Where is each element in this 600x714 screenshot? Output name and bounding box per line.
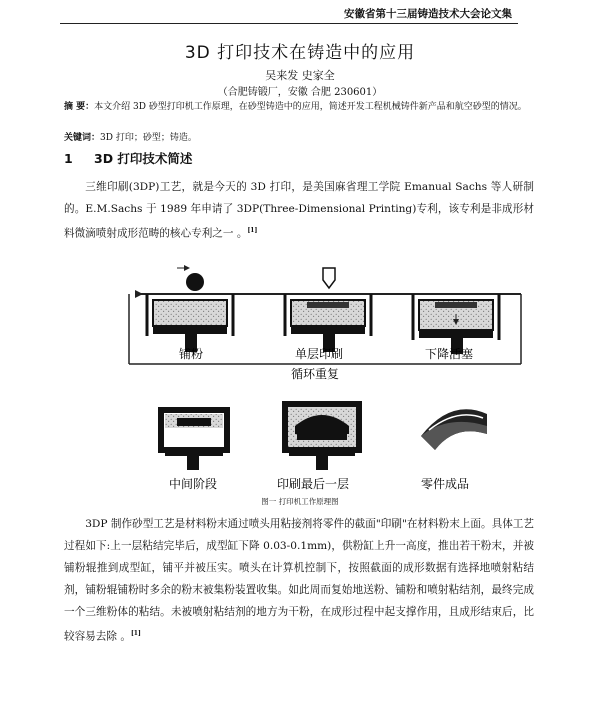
figure-caption: 图一 打印机工作原理图 [261, 497, 339, 506]
body-paragraph-2 [64, 513, 534, 648]
section-title: 3D 打印技术简述 [94, 151, 193, 166]
section-heading [64, 149, 192, 167]
paragraph-2-text: 3DP 制作砂型工艺是材料粉末通过喷头用粘接剂将零件的截面"印刷"在材料粉末上面。具体工艺过程如下:上一层粘结完毕后，成型缸下降 0.03-0.1mm)，供粉缸上升一高度，推出若干粉末，并被铺粉辊推到成型缸，铺平并被压实。喷头在计算机控制下，按照截面的成形数据有选择地喷射粘结剂，铺粉辊铺粉时多余的粉末被集粉装置收集。如此周而复始地送粉、铺粉和喷射粘结剂，最终完成一个三维粉体的粘结。未被喷射粘结剂的地方为干粉，在成形过程中起支撑作用，且成形结束后，比较容易去除 。 [64, 518, 534, 643]
label-finished-part: 零件成品 [421, 477, 470, 490]
roller-icon [186, 273, 204, 291]
section-number: 1 [64, 151, 73, 166]
paragraph-1-text: 三维印刷(3DP)工艺，就是今天的 3D 打印，是美国麻省理工学院 Emanual Sachs 等人研制的。E.M.Sachs 于 1989 年申请了 3DP(Three-Dimensional Printing)专利，该专利是非成形材料微滴喷射成形范畴的核心专利之一 。 [64, 181, 534, 240]
cycle-arrow-icon [135, 290, 143, 298]
header-rule [60, 23, 518, 24]
label-lower-piston: 下降活塞 [425, 347, 474, 361]
keywords-label: 关键词： [64, 133, 101, 143]
unit-print-layer [285, 268, 371, 352]
keywords [64, 130, 197, 143]
label-middle-stage: 中间阶段 [169, 477, 218, 490]
unit-last-layer [285, 404, 359, 470]
paper-title: 3D 打印技术在铸造中的应用 [184, 43, 416, 63]
citation-ref-1: [1] [247, 227, 258, 234]
journal-header: 安徽省第十三届铸造技术大会论文集 [344, 8, 512, 20]
unit-middle-stage [161, 410, 227, 470]
abstract [64, 100, 534, 114]
print-head-icon [323, 268, 335, 288]
label-spread: 铺粉 [179, 347, 204, 361]
label-cycle: 循环重复 [291, 367, 340, 381]
keywords-text: 3D 打印；砂型；铸造。 [100, 133, 197, 143]
printer-principle-figure [125, 258, 525, 490]
label-print-layer: 单层印刷 [295, 347, 344, 361]
finished-part-icon [421, 409, 487, 450]
body-paragraph-1 [64, 176, 534, 245]
paper-affiliation: （合肥铸锻厂，安徽 合肥 230601） [217, 87, 383, 98]
paper-authors: 吴来发 史家全 [265, 69, 335, 82]
unit-lower-piston [413, 294, 499, 354]
label-last-layer: 印刷最后一层 [277, 477, 350, 490]
abstract-label: 摘 要： [64, 102, 95, 112]
unit-spread [147, 268, 233, 352]
abstract-text: 本文介绍 3D 砂型打印机工作原理，在砂型铸造中的应用，简述开发工程机械铸件新产品和航空砂型的情况。 [94, 102, 527, 112]
citation-ref-2: [1] [130, 630, 141, 637]
